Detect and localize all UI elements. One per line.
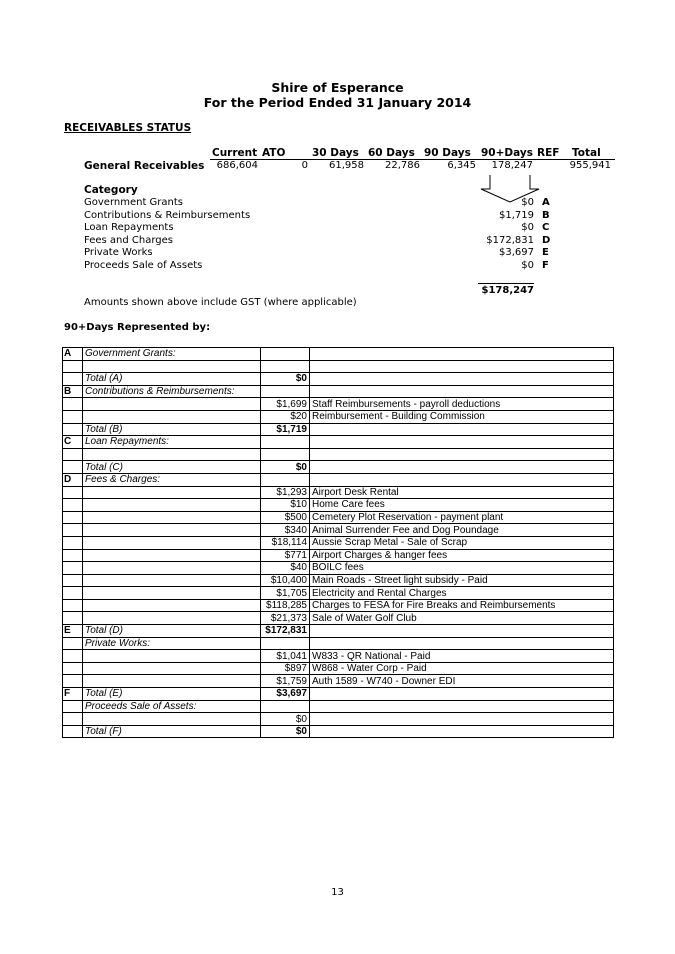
- report-period: For the Period Ended 31 January 2014: [203, 95, 472, 110]
- row-description: Home Care fees: [310, 499, 614, 512]
- table-row: [63, 511, 614, 524]
- row-letter: [63, 423, 83, 436]
- table-row: [63, 662, 614, 675]
- row-amount: [261, 360, 310, 373]
- total-overline: [478, 283, 534, 284]
- report-title: Shire of Esperance: [271, 80, 404, 95]
- gr-ato: 0: [301, 160, 308, 171]
- row-label: [83, 599, 261, 612]
- category-label: Government Grants: [84, 197, 183, 208]
- category-ref: C: [542, 222, 550, 233]
- table-row: [63, 599, 614, 612]
- row-description: [310, 700, 614, 713]
- category-label: Fees and Charges: [84, 234, 173, 246]
- row-description: [310, 713, 614, 726]
- table-row: [63, 625, 614, 638]
- row-label: Fees & Charges:: [83, 473, 261, 486]
- table-row: [63, 688, 614, 701]
- gr-60days: 22,786: [385, 160, 420, 171]
- col-ato: ATO: [262, 147, 286, 159]
- row-amount: $1,699: [261, 398, 310, 411]
- row-label: [83, 662, 261, 675]
- row-label: [83, 448, 261, 461]
- row-description: BOILC fees: [310, 562, 614, 575]
- row-letter: [63, 486, 83, 499]
- table-row: [63, 385, 614, 398]
- row-label: [83, 549, 261, 562]
- table-row: [63, 612, 614, 625]
- table-row: [63, 448, 614, 461]
- row-description: Electricity and Rental Charges: [310, 587, 614, 600]
- table-row: [63, 360, 614, 373]
- row-letter: [63, 461, 83, 474]
- row-label: Government Grants:: [83, 348, 261, 361]
- table-row: [63, 348, 614, 361]
- row-letter: F: [63, 688, 83, 701]
- row-description: Auth 1589 - W740 - Downer EDI: [310, 675, 614, 688]
- row-letter: [63, 574, 83, 587]
- row-label: [83, 499, 261, 512]
- row-amount: $1,041: [261, 650, 310, 663]
- row-label: [83, 587, 261, 600]
- row-description: [310, 625, 614, 638]
- row-amount: $1,293: [261, 486, 310, 499]
- row-label: [83, 650, 261, 663]
- row-amount: $340: [261, 524, 310, 537]
- table-row: [63, 486, 614, 499]
- row-letter: [63, 700, 83, 713]
- row-description: Animal Surrender Fee and Dog Poundage: [310, 524, 614, 537]
- gr-90days: 6,345: [447, 160, 476, 171]
- row-amount: $0: [261, 713, 310, 726]
- row-label: [83, 398, 261, 411]
- category-label: Loan Repayments: [84, 222, 174, 233]
- category-ref: E: [542, 247, 549, 258]
- row-description: [310, 373, 614, 386]
- row-amount: $20: [261, 410, 310, 423]
- row-letter: [63, 524, 83, 537]
- row-letter: [63, 536, 83, 549]
- table-row: [63, 423, 614, 436]
- table-row: [63, 587, 614, 600]
- row-amount: $0: [261, 373, 310, 386]
- col-60days: 60 Days: [368, 147, 415, 159]
- row-amount: $21,373: [261, 612, 310, 625]
- category-amount: $0: [521, 222, 534, 233]
- row-letter: [63, 562, 83, 575]
- row-label: [83, 612, 261, 625]
- gr-30days: 61,958: [329, 160, 364, 171]
- row-amount: [261, 448, 310, 461]
- row-description: Sale of Water Golf Club: [310, 612, 614, 625]
- row-description: Airport Desk Rental: [310, 486, 614, 499]
- row-label: [83, 524, 261, 537]
- col-30days: 30 Days: [312, 147, 359, 159]
- row-description: [310, 360, 614, 373]
- row-amount: [261, 700, 310, 713]
- category-label: Contributions & Reimbursements: [84, 209, 251, 221]
- row-description: W868 - Water Corp - Paid: [310, 662, 614, 675]
- row-amount: $172,831: [261, 625, 310, 638]
- row-description: Main Roads - Street light subsidy - Paid: [310, 574, 614, 587]
- table-row: [63, 373, 614, 386]
- row-letter: [63, 675, 83, 688]
- row-description: Charges to FESA for Fire Breaks and Reimbursements: [310, 599, 614, 612]
- row-amount: [261, 637, 310, 650]
- row-label: [83, 511, 261, 524]
- row-description: [310, 637, 614, 650]
- row-label: [83, 675, 261, 688]
- row-description: [310, 461, 614, 474]
- row-label: Total (A): [83, 373, 261, 386]
- row-amount: $40: [261, 562, 310, 575]
- col-total: Total: [572, 147, 601, 159]
- row-letter: B: [63, 385, 83, 398]
- table-row: [63, 461, 614, 474]
- table-row: [63, 499, 614, 512]
- row-label: [83, 574, 261, 587]
- row-label: [83, 562, 261, 575]
- col-90plus: 90+Days: [481, 147, 533, 159]
- row-label: Total (F): [83, 725, 261, 738]
- row-description: Aussie Scrap Metal - Sale of Scrap: [310, 536, 614, 549]
- row-letter: C: [63, 436, 83, 449]
- row-label: Total (E): [83, 688, 261, 701]
- row-letter: [63, 410, 83, 423]
- category-total: $178,247: [481, 285, 534, 296]
- row-amount: $897: [261, 662, 310, 675]
- gr-90plus: 178,247: [491, 160, 533, 171]
- category-amount: $0: [521, 259, 534, 271]
- table-row: [63, 725, 614, 738]
- category-amount: $3,697: [499, 247, 534, 258]
- col-current: Current: [212, 147, 258, 159]
- row-amount: $1,719: [261, 423, 310, 436]
- row-letter: D: [63, 473, 83, 486]
- row-amount: [261, 385, 310, 398]
- row-label: [83, 713, 261, 726]
- row-amount: $10,400: [261, 574, 310, 587]
- row-description: [310, 423, 614, 436]
- row-description: Reimbursement - Building Commission: [310, 410, 614, 423]
- category-amount: $0: [521, 197, 534, 208]
- row-description: Airport Charges & hanger fees: [310, 549, 614, 562]
- row-amount: $10: [261, 499, 310, 512]
- row-label: Contributions & Reimbursements:: [83, 385, 261, 398]
- category-amount: $1,719: [499, 209, 534, 221]
- table-row: [63, 700, 614, 713]
- row-amount: $18,114: [261, 536, 310, 549]
- row-label: Total (B): [83, 423, 261, 436]
- row-label: Total (D): [83, 625, 261, 638]
- table-row: [63, 410, 614, 423]
- row-letter: [63, 360, 83, 373]
- row-amount: $0: [261, 725, 310, 738]
- row-letter: [63, 599, 83, 612]
- row-letter: [63, 587, 83, 600]
- col-90days: 90 Days: [424, 147, 471, 159]
- row-label: [83, 486, 261, 499]
- row-amount: $118,285: [261, 599, 310, 612]
- row-amount: $1,759: [261, 675, 310, 688]
- row-letter: [63, 499, 83, 512]
- row-description: [310, 688, 614, 701]
- table-row: [63, 398, 614, 411]
- row-amount: $0: [261, 461, 310, 474]
- category-heading: Category: [84, 184, 138, 196]
- row-letter: [63, 650, 83, 663]
- row-letter: [63, 662, 83, 675]
- category-ref: B: [542, 209, 550, 221]
- row-amount: $3,697: [261, 688, 310, 701]
- row-amount: [261, 348, 310, 361]
- gr-label: General Receivables: [84, 160, 205, 172]
- represented-heading: 90+Days Represented by:: [64, 322, 211, 333]
- row-label: Total (C): [83, 461, 261, 474]
- row-letter: [63, 612, 83, 625]
- row-label: Proceeds Sale of Assets:: [83, 700, 261, 713]
- row-description: [310, 473, 614, 486]
- row-letter: A: [63, 348, 83, 361]
- table-row: [63, 524, 614, 537]
- row-description: Staff Reimbursements - payroll deductions: [310, 398, 614, 411]
- col-ref: REF: [537, 147, 560, 159]
- category-ref: F: [542, 259, 549, 271]
- row-letter: [63, 713, 83, 726]
- row-amount: $1,705: [261, 587, 310, 600]
- row-amount: [261, 473, 310, 486]
- row-amount: $500: [261, 511, 310, 524]
- table-row: [63, 574, 614, 587]
- row-description: Cemetery Plot Reservation - payment plant: [310, 511, 614, 524]
- table-row: [63, 562, 614, 575]
- row-label: Private Works:: [83, 637, 261, 650]
- gr-total: 955,941: [569, 160, 611, 171]
- category-amount: $172,831: [486, 234, 534, 246]
- gst-note: Amounts shown above include GST (where applicable): [84, 297, 357, 308]
- row-description: [310, 448, 614, 461]
- row-letter: [63, 637, 83, 650]
- row-letter: [63, 725, 83, 738]
- table-row: [63, 650, 614, 663]
- table-row: [63, 675, 614, 688]
- row-letter: [63, 511, 83, 524]
- row-description: [310, 725, 614, 738]
- row-amount: [261, 436, 310, 449]
- category-ref: A: [542, 197, 550, 208]
- row-letter: [63, 373, 83, 386]
- row-letter: [63, 398, 83, 411]
- row-letter: [63, 448, 83, 461]
- row-letter: E: [63, 625, 83, 638]
- table-row: [63, 713, 614, 726]
- category-label: Private Works: [84, 247, 153, 258]
- table-row: [63, 536, 614, 549]
- represented-table: [62, 347, 614, 738]
- row-label: Loan Repayments:: [83, 436, 261, 449]
- table-row: [63, 549, 614, 562]
- row-label: [83, 360, 261, 373]
- row-amount: $771: [261, 549, 310, 562]
- table-row: [63, 473, 614, 486]
- category-ref: D: [542, 234, 551, 246]
- row-description: [310, 348, 614, 361]
- row-description: [310, 385, 614, 398]
- row-label: [83, 410, 261, 423]
- category-label: Proceeds Sale of Assets: [84, 259, 203, 271]
- row-label: [83, 536, 261, 549]
- gr-current: 686,604: [216, 160, 258, 171]
- row-letter: [63, 549, 83, 562]
- row-description: [310, 436, 614, 449]
- section-heading: RECEIVABLES STATUS: [64, 122, 192, 134]
- table-row: [63, 436, 614, 449]
- page-number: 13: [331, 887, 344, 898]
- row-description: W833 - QR National - Paid: [310, 650, 614, 663]
- table-row: [63, 637, 614, 650]
